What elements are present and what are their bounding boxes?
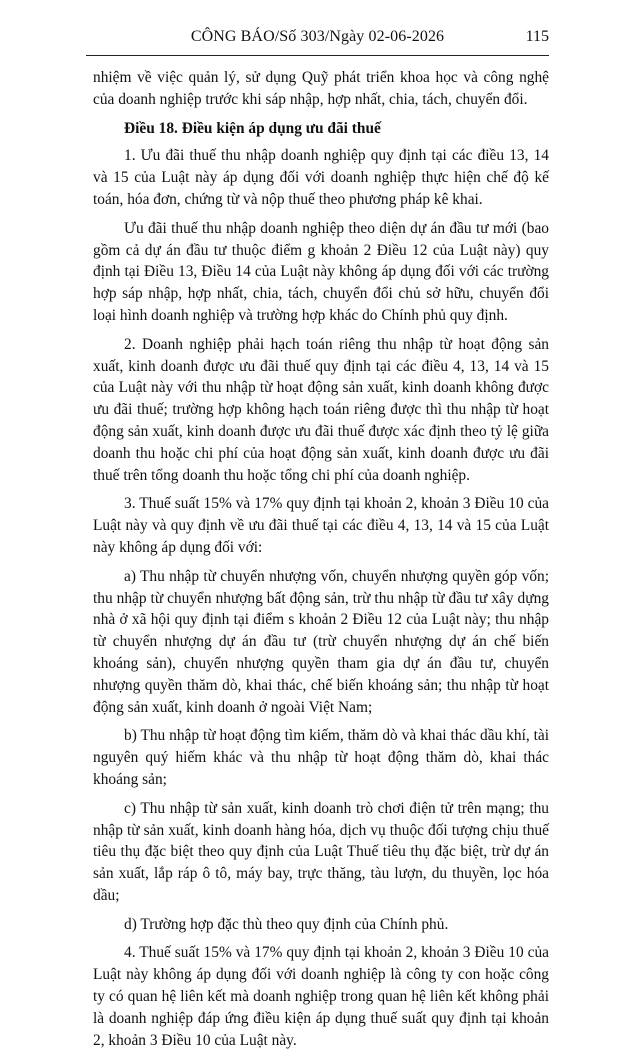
body-paragraph: 1. Ưu đãi thuế thu nhập doanh nghiệp quy định tại các điều 13, 14 và 15 của Luật này áp dụng đối với doanh nghiệp thực hiện chế độ kế toán, hóa đơn, chứng từ và nộp thuế theo phương pháp kê khai. xyxy=(93,147,549,208)
body-paragraph: 4. Thuế suất 15% và 17% quy định tại khoản 2, khoản 3 Điều 10 của Luật này không áp dụng đối với doanh nghiệp là công ty con hoặc công ty có quan hệ liên kết mà doanh nghiệp trong quan hệ liên kết không phải là doanh nghiệp đáp ứng điều kiện áp dụng thuế suất quy định tại khoản 2, khoản 3 Điều 10 của Luật này. xyxy=(93,944,549,1049)
body-paragraph: 2. Doanh nghiệp phải hạch toán riêng thu nhập từ hoạt động sản xuất, kinh doanh được ưu đãi thuế quy định tại các điều 4, 13, 14 và 15 của Luật này với thu nhập từ hoạt động sản xuất, kinh doanh không được ưu đãi thuế; trường hợp không hạch toán riêng được thì thu nhập từ hoạt động sản xuất, kinh doanh được ưu đãi thuế được xác định theo tỷ lệ giữa doanh thu hoặc chi phí của hoạt động sản xuất, kinh doanh được ưu đãi thuế trên tổng doanh thu hoặc tổng chi phí của doanh nghiệp. xyxy=(93,335,549,484)
body-paragraph: Ưu đãi thuế thu nhập doanh nghiệp theo diện dự án đầu tư mới (bao gồm cả dự án đầu tư thuộc điểm g khoản 2 Điều 12 của Luật này) quy định tại Điều 13, Điều 14 của Luật này không áp dụng đối với các trường hợp sáp nhập, hợp nhất, chia, tách, chuyển đổi chủ sở hữu, chuyển đổi loại hình doanh nghiệp và trường hợp khác do Chính phủ quy định. xyxy=(93,219,549,324)
body-paragraph: b) Thu nhập từ hoạt động tìm kiếm, thăm dò và khai thác dầu khí, tài nguyên quý hiếm khác và thu nhập từ hoạt động thăm dò, khai thác khoáng sản; xyxy=(93,727,549,788)
page-number: 115 xyxy=(525,28,549,45)
article-heading: Điều 18. Điều kiện áp dụng ưu đãi thuế xyxy=(124,119,381,137)
body-paragraph: a) Thu nhập từ chuyển nhượng vốn, chuyển nhượng quyền góp vốn; thu nhập từ chuyển nhượng bất động sản, trừ thu nhập từ đầu tư xây dựng nhà ở xã hội quy định tại điểm s khoản 2 Điều 12 của Luật này; thu nhập từ chuyển nhượng dự án đầu tư (trừ chuyển nhượng dự án chế biến khoáng sản), chuyển nhượng quyền tham gia dự án đầu tư, chuyển nhượng quyền thăm dò, khai thác, chế biến khoáng sản; thu nhập từ hoạt động sản xuất, kinh doanh ở ngoài Việt Nam; xyxy=(93,567,549,716)
body-paragraph: 3. Thuế suất 15% và 17% quy định tại khoản 2, khoản 3 Điều 10 của Luật này và quy định về ưu đãi thuế tại các điều 4, 13, 14 và 15 của Luật này không áp dụng đối với: xyxy=(93,495,549,556)
body-paragraph: c) Thu nhập từ sản xuất, kinh doanh trò chơi điện tử trên mạng; thu nhập từ sản xuất, kinh doanh hàng hóa, dịch vụ thuộc đối tượng chịu thuế tiêu thụ đặc biệt theo quy định của Luật Thuế tiêu thụ đặc biệt, trừ dự án sản xuất, lắp ráp ô tô, máy bay, trực thăng, tàu lượn, du thuyền, lọc hóa dầu; xyxy=(93,799,549,904)
body-paragraph: d) Trường hợp đặc thù theo quy định của Chính phủ. xyxy=(124,915,449,933)
document-body xyxy=(93,67,549,1058)
gazette-title: CÔNG BÁO/Số 303/Ngày 02-06-2026 xyxy=(190,28,445,45)
header-divider xyxy=(86,55,549,56)
gazette-header xyxy=(86,28,549,56)
intro-continuation-paragraph: nhiệm về việc quản lý, sử dụng Quỹ phát triển khoa học và công nghệ của doanh nghiệp trước khi sáp nhập, hợp nhất, chia, tách, chuyển đổi. xyxy=(93,69,549,108)
